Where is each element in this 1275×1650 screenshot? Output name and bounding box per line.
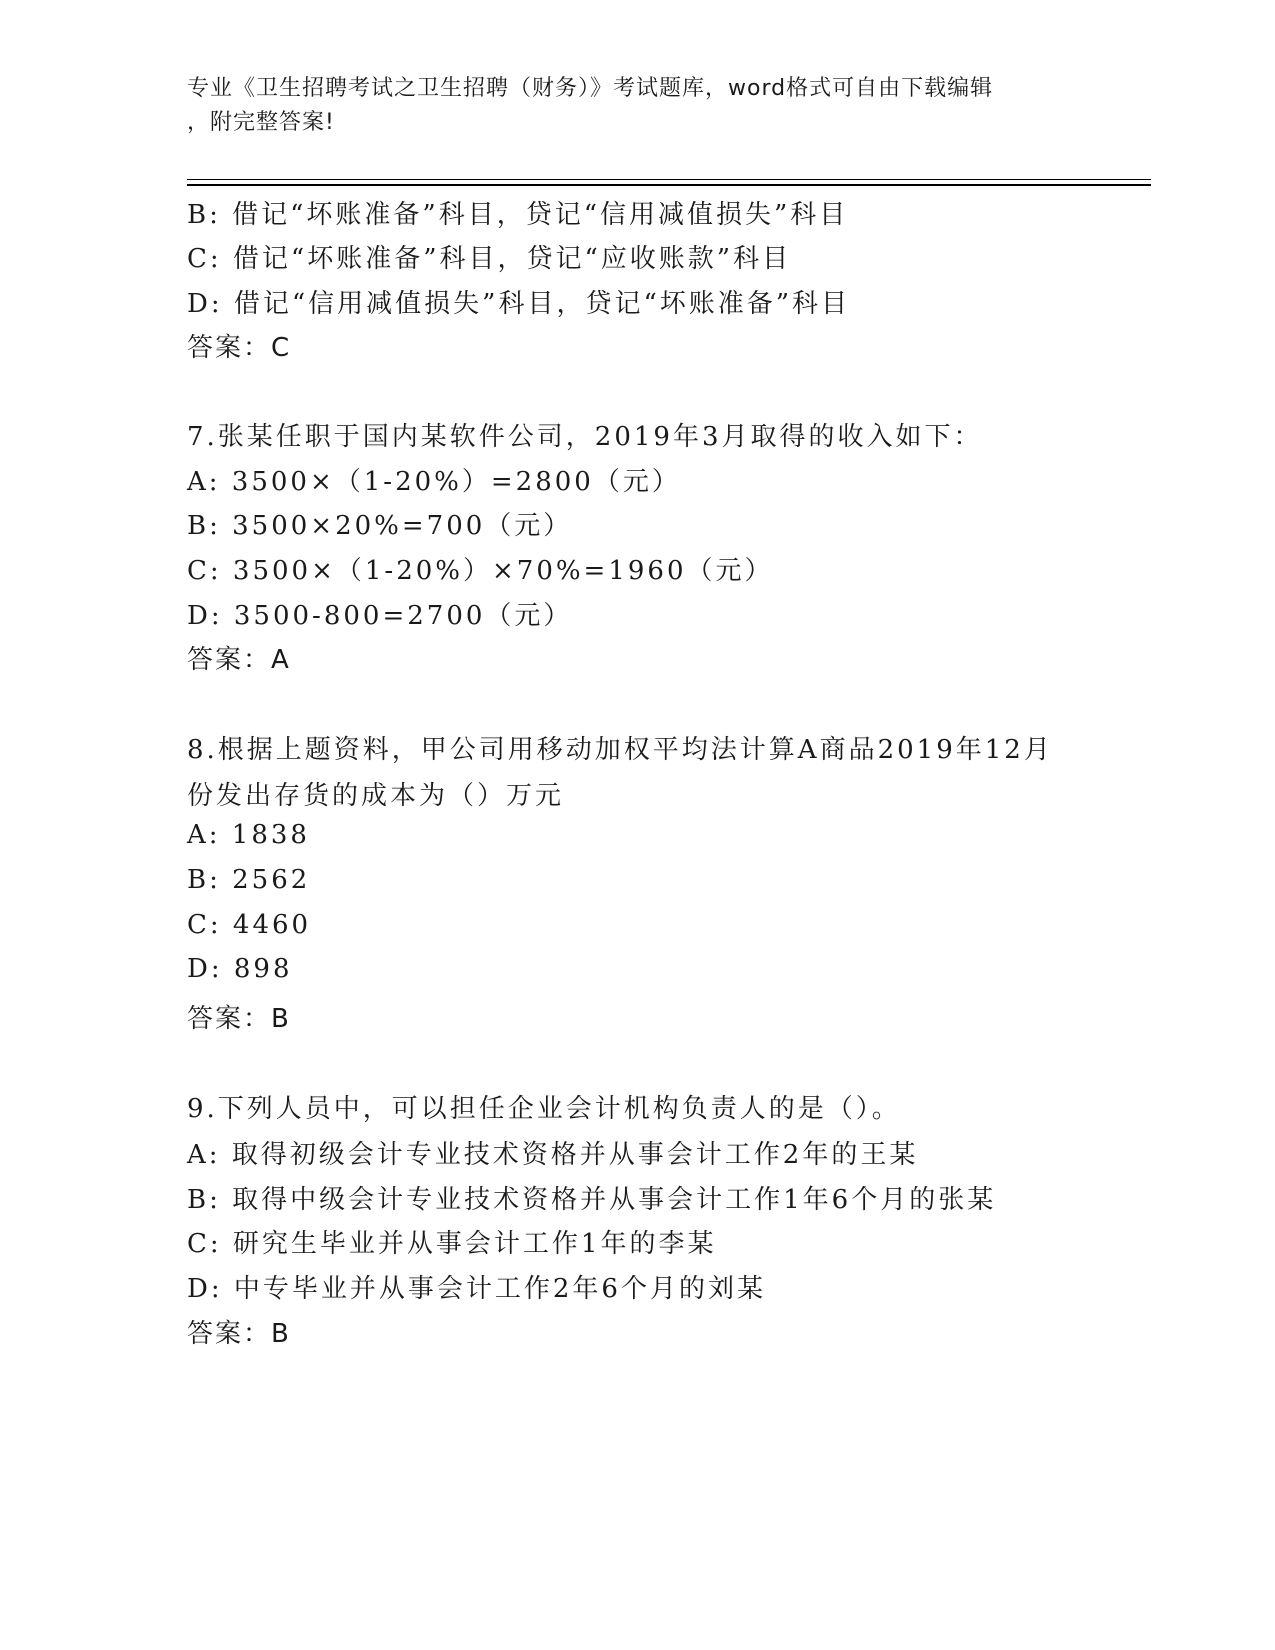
- q8-question-line-2: 份发出存货的成本为（）万元: [187, 781, 565, 811]
- q9-option-a: A: 取得初级会计专业技术资格并从事会计工作2年的王某: [187, 1140, 919, 1170]
- q6-option-b: B: 借记“坏账准备”科目，贷记“信用减值损失”科目: [187, 200, 849, 230]
- q6-option-c: C: 借记“坏账准备”科目，贷记“应收账款”科目: [187, 244, 792, 274]
- q8-option-a: A: 1838: [187, 820, 310, 850]
- q9-option-d: D: 中专毕业并从事会计工作2年6个月的刘某: [187, 1274, 766, 1304]
- q7-option-d: D: 3500-800=2700（元）: [187, 601, 573, 631]
- q7-option-a: A: 3500×（1-20%）=2800（元）: [187, 467, 681, 497]
- q9-question: 9.下列人员中，可以担任企业会计机构负责人的是（）。: [187, 1094, 901, 1124]
- header-rule-thin: [187, 179, 1151, 180]
- q8-answer: 答案：B: [187, 1004, 291, 1034]
- header-line-1: 专业《卫生招聘考试之卫生招聘（财务）》考试题库，word格式可自由下载编辑: [187, 76, 994, 101]
- q9-option-c: C: 研究生毕业并从事会计工作1年的李某: [187, 1229, 717, 1259]
- q7-option-b: B: 3500×20%=700（元）: [187, 511, 573, 541]
- q7-question: 7.张某任职于国内某软件公司，2019年3月取得的收入如下：: [187, 422, 983, 452]
- q7-option-c: C: 3500×（1-20%）×70%=1960（元）: [187, 556, 774, 586]
- header-rule-thick: [187, 184, 1151, 186]
- q9-option-b: B: 取得中级会计专业技术资格并从事会计工作1年6个月的张某: [187, 1185, 997, 1215]
- q6-option-d: D: 借记“信用减值损失”科目，贷记“坏账准备”科目: [187, 289, 851, 319]
- q9-answer: 答案：B: [187, 1319, 291, 1349]
- q7-answer: 答案：A: [187, 645, 291, 675]
- q8-option-d: D: 898: [187, 954, 293, 984]
- q8-option-b: B: 2562: [187, 865, 311, 895]
- q6-answer: 答案：C: [187, 333, 292, 363]
- q8-option-c: C: 4460: [187, 910, 312, 940]
- header-line-2: ，附完整答案!: [187, 110, 335, 135]
- q8-question-line-1: 8.根据上题资料，甲公司用移动加权平均法计算A商品2019年12月: [187, 735, 1053, 765]
- document-header: [187, 72, 1087, 140]
